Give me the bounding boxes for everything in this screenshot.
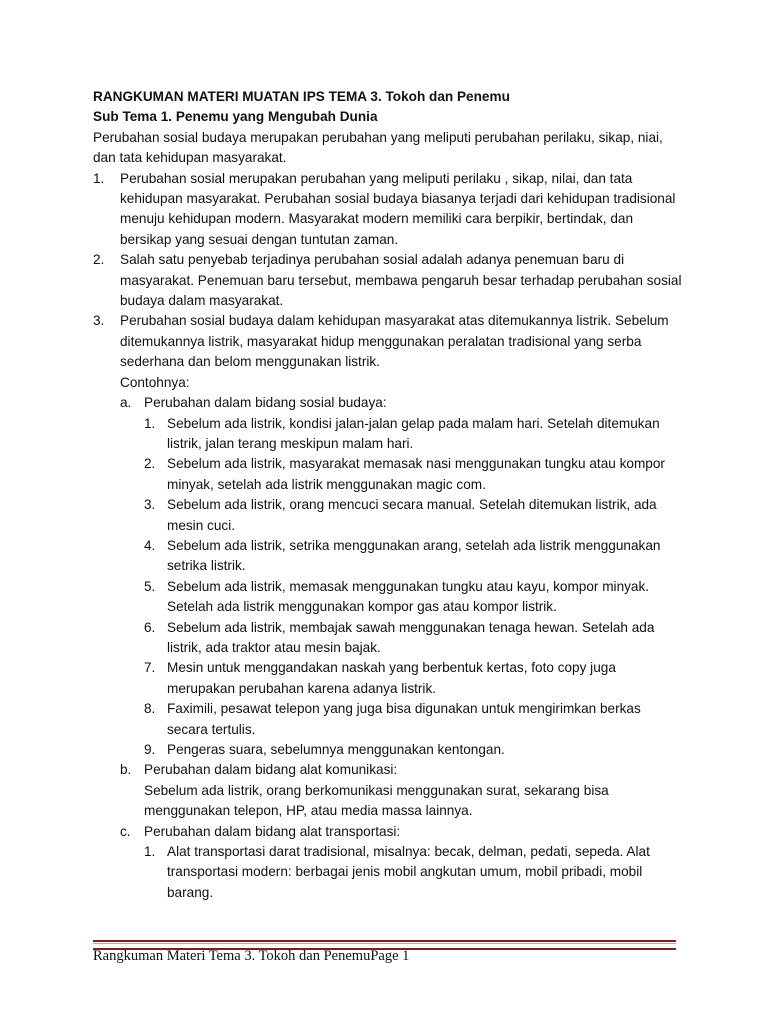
document-title: RANGKUMAN MATERI MUATAN IPS TEMA 3. Tokoh dan Penemu (93, 89, 510, 104)
list-marker: 1. (144, 844, 156, 860)
section-a-heading (93, 393, 683, 413)
section-c-heading (93, 822, 683, 842)
list-item (93, 169, 683, 251)
list-item-text: Salah satu penyebab terjadinya perubahan sosial adalah adanya penemuan baru di masyarakat. Penemuan baru tersebut, membawa pengaruh besar terhadap perubahan sosial budaya dalam masyarakat. (120, 252, 682, 309)
document-body (93, 87, 683, 903)
list-item-text: Sebelum ada listrik, orang mencuci secara manual. Setelah ditemukan listrik, ada mesin cuci. (167, 497, 657, 533)
list-item (93, 536, 683, 577)
list-item (93, 454, 683, 495)
list-item (93, 658, 683, 699)
list-item (93, 842, 683, 903)
list-marker: 8. (144, 701, 156, 717)
list-marker: 3. (93, 313, 105, 329)
intro-paragraph: Perubahan sosial budaya merupakan perubahan yang meliputi perubahan perilaku, sikap, niai, dan tata kehidupan masyarakat. (93, 129, 663, 166)
list-item-text: Alat transportasi darat tradisional, misalnya: becak, delman, pedati, sepeda. Alat transportasi modern: berbagai jenis mobil angkutan umum, mobil pribadi, mobil barang. (167, 844, 650, 900)
list-marker: 6. (144, 619, 156, 635)
list-item-text: Pengeras suara, sebelumnya menggunakan kentongan. (167, 742, 505, 757)
list-marker: 1. (93, 170, 105, 186)
section-heading-text: Perubahan dalam bidang alat transportasi: (144, 823, 401, 839)
list-item (93, 414, 683, 455)
document-subtitle: Sub Tema 1. Penemu yang Mengubah Dunia (93, 109, 378, 125)
list-marker: c. (120, 823, 131, 839)
section-b-body: Sebelum ada listrik, orang berkomunikasi menggunakan surat, sekarang bisa menggunakan telepon, HP, atau media massa lainnya. (144, 782, 609, 819)
section-b-heading (93, 760, 683, 780)
list-marker: 4. (144, 537, 156, 553)
list-item-text: Perubahan sosial merupakan perubahan yang meliputi perilaku , sikap, nilai, dan tata kehidupan masyarakat. Perubahan sosial budaya biasanya terjadi dari kehidupan tradisional menuju kehidupan modern. Masyarakat modern memiliki cara berpikir, bertindak, dan bersikap yang sesuai dengan tuntutan zaman. (120, 170, 676, 247)
list-marker: b. (120, 762, 132, 778)
page-footer: Rangkuman Materi Tema 3. Tokoh dan PenemuPage 1 (93, 948, 410, 964)
section-heading-text: Perubahan dalam bidang sosial budaya: (144, 395, 387, 411)
list-item-text: Faximili, pesawat telepon yang juga bisa digunakan untuk mengirimkan berkas secara tertulis. (167, 701, 641, 737)
list-item (93, 495, 683, 536)
list-item-text: Perubahan sosial budaya dalam kehidupan masyarakat atas ditemukannya listrik. Sebelum ditemukannya listrik, masyarakat hidup menggunakan peralatan tradisional yang serba sederhana dan belom menggunakan listrik. (120, 313, 669, 370)
list-marker: 2. (144, 456, 156, 472)
contoh-label: Contohnya: (120, 374, 190, 390)
list-item-text: Sebelum ada listrik, masyarakat memasak nasi menggunakan tungku atau kompor minyak, setelah ada listrik menggunakan magic com. (167, 456, 665, 492)
list-item-text: Sebelum ada listrik, kondisi jalan-jalan gelap pada malam hari. Setelah ditemukan listrik, jalan terang meskipun malam hari. (167, 415, 660, 451)
list-item (93, 699, 683, 740)
list-item (93, 740, 683, 760)
list-item (93, 618, 683, 659)
list-item (93, 311, 683, 372)
list-marker: 9. (144, 742, 156, 757)
list-item-text: Sebelum ada listrik, setrika menggunakan arang, setelah ada listrik menggunakan setrika listrik. (167, 537, 661, 574)
list-marker: a. (120, 395, 132, 411)
section-heading-text: Perubahan dalam bidang alat komunikasi: (144, 762, 398, 778)
list-marker: 5. (144, 578, 156, 594)
list-item (93, 577, 683, 618)
list-marker: 3. (144, 497, 156, 513)
list-item-text: Mesin untuk menggandakan naskah yang berbentuk kertas, foto copy juga merupakan perubahan karena adanya listrik. (167, 660, 616, 696)
list-marker: 1. (144, 415, 156, 431)
list-item-text: Sebelum ada listrik, memasak menggunakan tungku atau kayu, kompor minyak. Setelah ada listrik menggunakan kompor gas atau kompor listrik. (167, 578, 650, 615)
list-marker: 7. (144, 660, 156, 676)
list-item-text: Sebelum ada listrik, membajak sawah menggunakan tenaga hewan. Setelah ada listrik, ada traktor atau mesin bajak. (167, 619, 655, 655)
list-marker: 2. (93, 252, 105, 268)
list-item (93, 250, 683, 311)
